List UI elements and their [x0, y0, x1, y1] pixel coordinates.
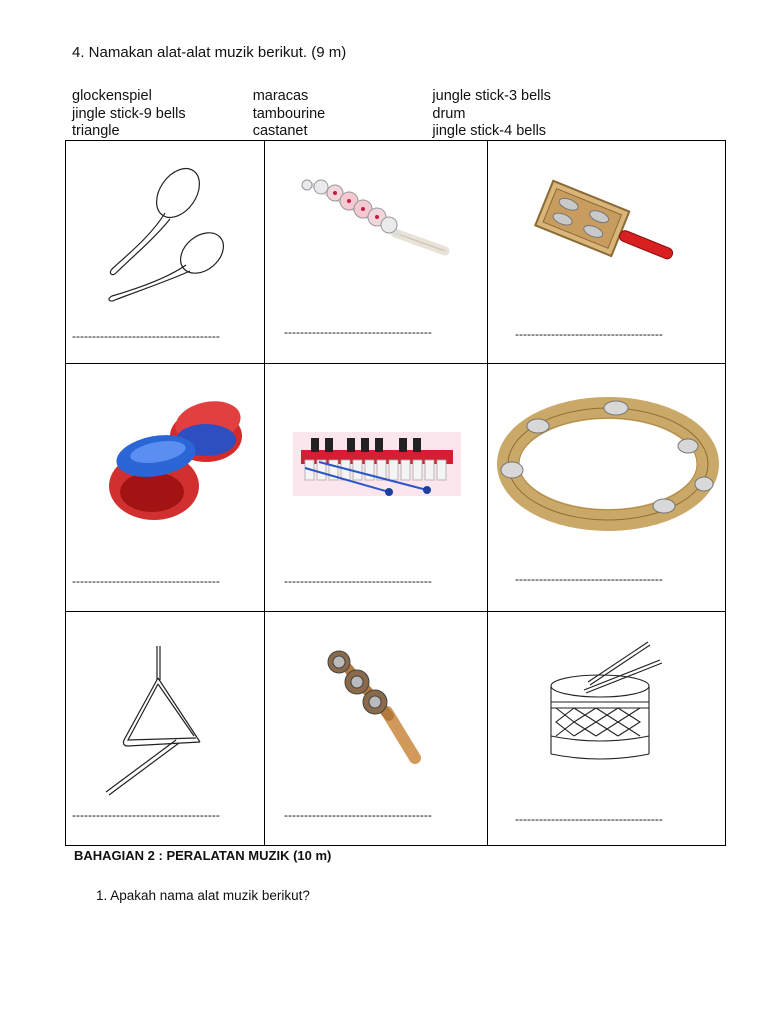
word-bank-item: jingle stick-4 bells	[432, 123, 547, 139]
word-bank-item: tambourine	[252, 105, 326, 122]
answer-line[interactable]: -------------------------------------	[284, 325, 432, 339]
word-bank-item: maracas	[252, 88, 309, 104]
drum-icon	[488, 612, 727, 846]
answer-line[interactable]: -------------------------------------	[515, 812, 663, 826]
grid-cell-8	[265, 612, 487, 846]
question-1: 1. Apakah nama alat muzik berikut?	[96, 888, 310, 903]
grid-cell-6	[488, 364, 727, 611]
answer-line[interactable]: -------------------------------------	[72, 574, 220, 588]
word-bank-item: castanet	[252, 123, 308, 139]
grid-cell-7	[66, 612, 264, 846]
word-bank-item: triangle	[72, 123, 120, 139]
section-2-heading: BAHAGIAN 2 : PERALATAN MUZIK (10 m)	[74, 848, 332, 863]
instrument-grid	[65, 140, 726, 846]
word-bank-item: glockenspiel	[72, 88, 152, 104]
word-bank-item: jungle stick-3 bells	[432, 88, 551, 104]
answer-line[interactable]: -------------------------------------	[284, 574, 432, 588]
answer-line[interactable]: -------------------------------------	[284, 808, 432, 822]
word-bank-row-3	[72, 123, 672, 141]
grid-cell-1	[66, 141, 264, 363]
word-bank-row-2	[72, 106, 672, 124]
word-bank-item: jingle stick-9 bells	[72, 105, 186, 122]
grid-cell-9	[488, 612, 727, 846]
heading: 4. Namakan alat-alat muzik berikut. (9 m)	[72, 44, 347, 61]
word-bank-row-1	[72, 88, 672, 106]
answer-line[interactable]: -------------------------------------	[515, 572, 663, 586]
answer-line[interactable]: -------------------------------------	[515, 327, 663, 341]
grid-cell-5	[265, 364, 487, 611]
word-bank-item: drum	[432, 105, 466, 122]
grid-cell-2	[265, 141, 487, 363]
word-bank	[72, 88, 672, 141]
grid-cell-3	[488, 141, 727, 363]
grid-cell-4	[66, 364, 264, 611]
answer-line[interactable]: -------------------------------------	[72, 329, 220, 343]
answer-line[interactable]: -------------------------------------	[72, 808, 220, 822]
